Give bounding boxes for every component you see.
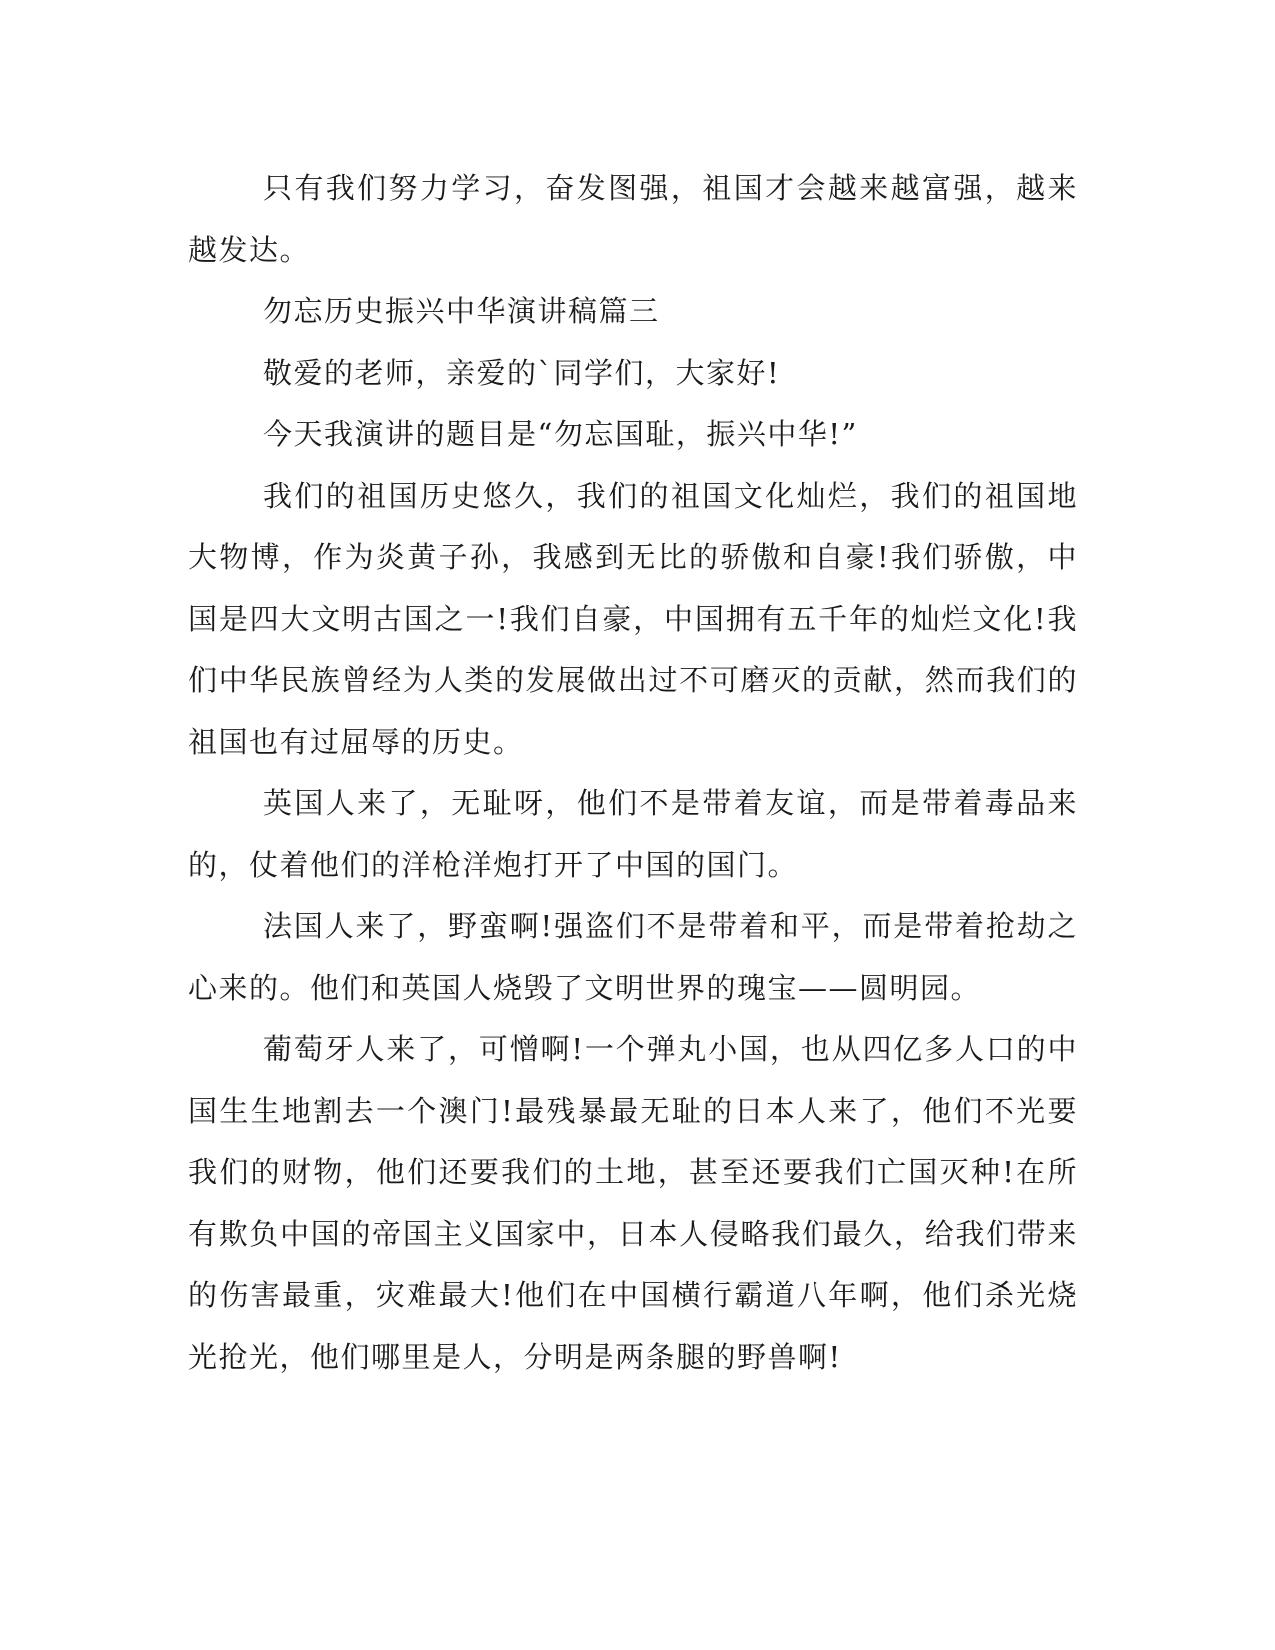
- paragraph-topic: 今天我演讲的题目是“勿忘国耻，振兴中华!”: [263, 417, 858, 451]
- paragraph-conclusion: 只有我们努力学习，奋发图强，祖国才会越来越富强，越来越发达。: [188, 171, 1078, 267]
- paragraph-portugal-japan: 葡萄牙人来了，可憎啊!一个弹丸小国，也从四亿多人口的中国生生地割去一个澳门!最残暴最无耻的日本人来了，他们不光要我们的财物，他们还要我们的土地，甚至还要我们亡国灭种!在所有欺负中国的帝国主义国家中，日本人侵略我们最久，给我们带来的伤害最重，灾难最大!他们在中国横行霸道八年啊，他们杀光烧光抢光，他们哪里是人，分明是两条腿的野兽啊!: [188, 1032, 1078, 1374]
- paragraph-greeting: 敬爱的老师，亲爱的`同学们，大家好!: [263, 355, 781, 390]
- paragraph-britain: 英国人来了，无耻呀，他们不是带着友谊，而是带着毒品来的，仗着他们的洋枪洋炮打开了中国的国门。: [188, 786, 1078, 882]
- document-body: [188, 158, 1078, 1388]
- paragraph-france: 法国人来了，野蛮啊!强盗们不是带着和平，而是带着抢劫之心来的。他们和英国人烧毁了文明世界的瑰宝——圆明园。: [188, 909, 1078, 1005]
- paragraph-history: 我们的祖国历史悠久，我们的祖国文化灿烂，我们的祖国地大物博，作为炎黄子孙，我感到无比的骄傲和自豪!我们骄傲，中国是四大文明古国之一!我们自豪，中国拥有五千年的灿烂文化!我们中华民族曾经为人类的发展做出过不可磨灭的贡献，然而我们的祖国也有过屈辱的历史。: [188, 478, 1078, 759]
- section-title: 勿忘历史振兴中华演讲稿篇三: [263, 294, 660, 328]
